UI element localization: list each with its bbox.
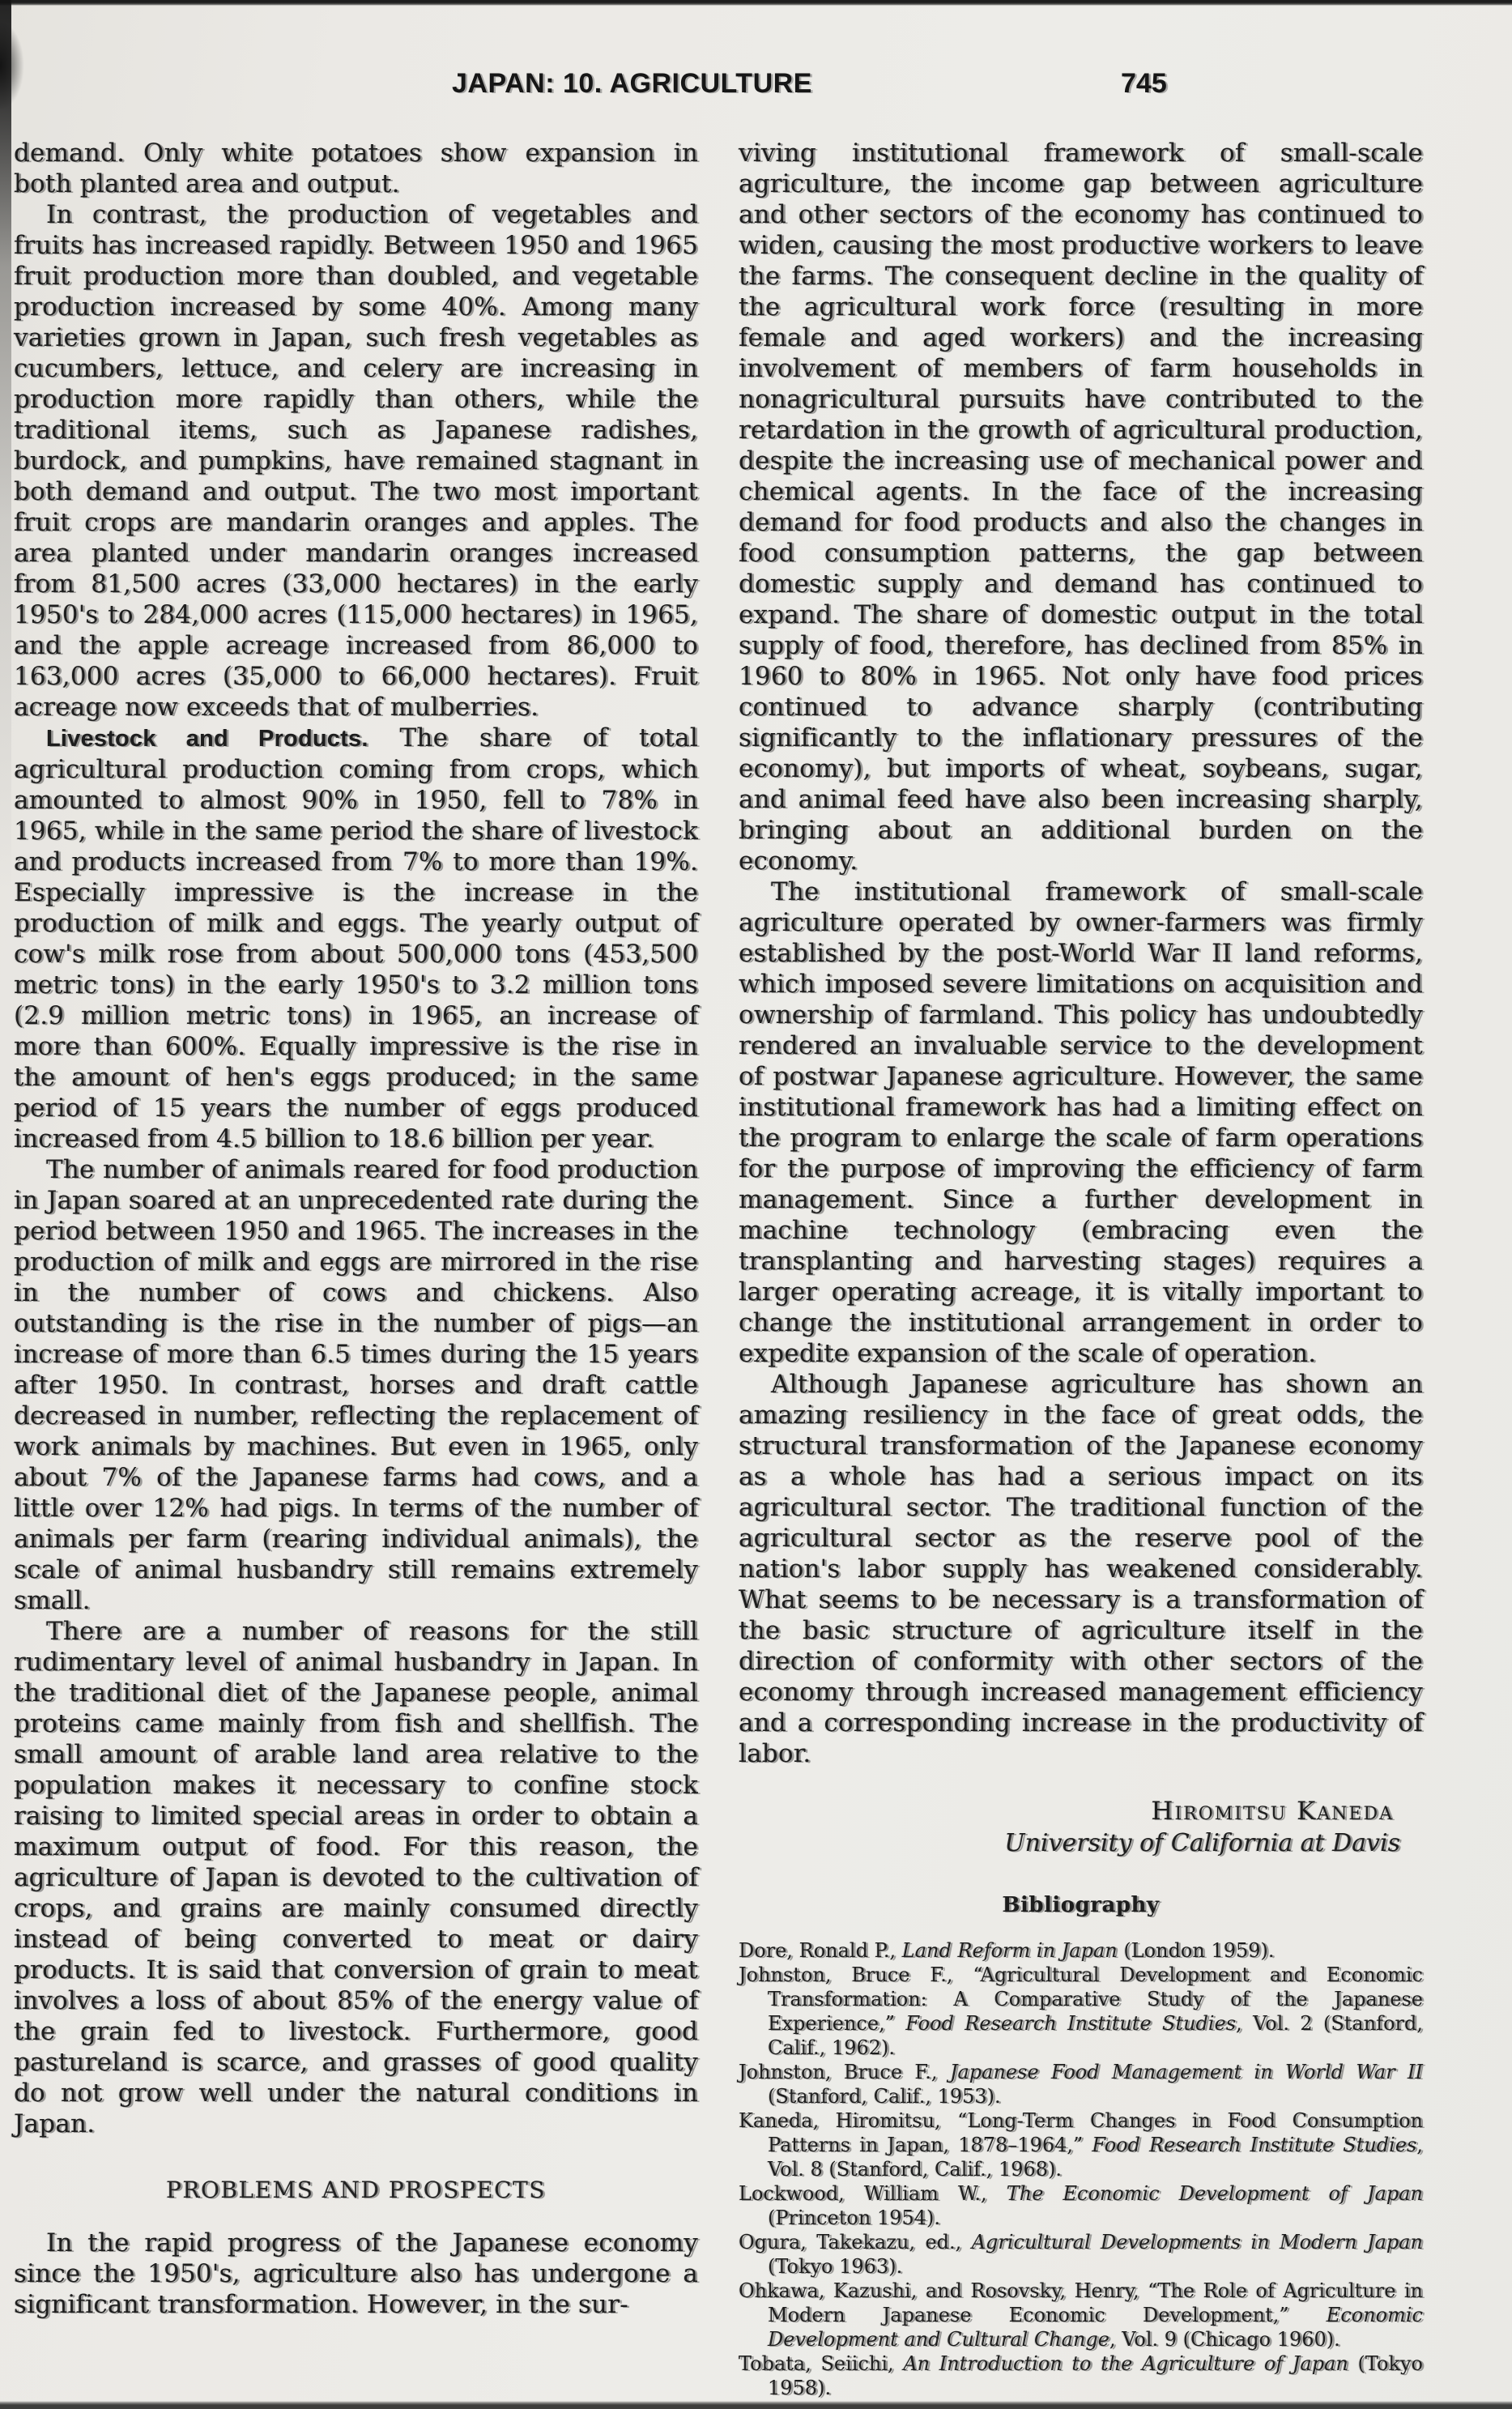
bibliography-entry xyxy=(739,2108,1423,2181)
bib-text-segment: , Vol. 8 (Stanford, Calif., 1968). xyxy=(768,2134,1423,2181)
bib-title-italic: The Economic Development of Japan xyxy=(1006,2182,1424,2205)
bib-text-segment: Johnston, Bruce F., “Agricultural Development and Economic Transformation: A Comparative Study of the Japanese Experience,” xyxy=(739,1963,1423,2035)
bib-text-segment: Dore, Ronald P., xyxy=(739,1939,902,1962)
paragraph: The number of animals reared for food production in Japan soared at an unprecedented rate during the period between 1950 and 1965. The increases in the production of milk and eggs are mirrored in the rise in the number of cows and chickens. Also outstanding is the rise in the number of pigs—an increase of more than 6.5 times during the 15 years after 1950. In contrast, horses and draft cattle decreased in number, reflecting the replacement of work animals by machines. But even in 1965, only about 7% of the Japanese farms had cows, and a little over 12% had pigs. In terms of the number of animals per farm (rearing individual animals), the scale of animal husbandry still remains extremely small. xyxy=(14,1155,698,1615)
bibliography-heading: Bibliography xyxy=(1002,1893,1160,1917)
bib-text-segment: , Vol. 9 (Chicago 1960). xyxy=(1109,2328,1340,2351)
author-affiliation: University of California at Davis xyxy=(1004,1829,1400,1857)
running-header xyxy=(0,68,1512,105)
scan-edge-top xyxy=(0,0,1512,6)
scan-edge-left xyxy=(0,0,11,1053)
section-heading: PROBLEMS AND PROSPECTS xyxy=(166,2177,546,2203)
scan-smudge xyxy=(0,21,24,110)
bib-title-italic: Agricultural Developments in Modern Japan xyxy=(971,2231,1424,2253)
bib-title-italic: Food Research Institute Studies xyxy=(905,2012,1237,2035)
bib-title-italic: Food Research Institute Studies xyxy=(1092,2134,1417,2156)
bib-text-segment: (Tokyo 1958). xyxy=(768,2352,1423,2399)
bibliography-entry xyxy=(739,2279,1423,2351)
bib-title-italic: An Introduction to the Agriculture of Japan xyxy=(903,2352,1348,2375)
paragraph: The institutional framework of small-scale agriculture operated by owner-farmers was firmly established by the post-World War II land reforms, which imposed severe limitations on acquisition and ownership of farmland. This policy has undoubtedly rendered an invaluable service to the development of postwar Japanese agriculture. However, the same institutional framework has had a limiting effect on the program to enlarge the scale of farm operations for the purpose of improving the efficiency of farm management. Since a further development in machine technology (embracing even the transplanting and harvesting stages) requires a larger operating acreage, it is vitally important to change the institutional arrangement in order to expedite expansion of the scale of operation. xyxy=(739,877,1423,1368)
bib-text-segment: (London 1959). xyxy=(1117,1939,1275,1962)
bibliography-entry xyxy=(739,2230,1423,2279)
bib-title-italic: Economic Development and Cultural Change xyxy=(768,2304,1423,2351)
left-column xyxy=(14,138,698,2400)
bib-text-segment: Kaneda, Hiromitsu, “Long-Term Changes in Food Consumption Patterns in Japan, 1878–1964,” xyxy=(739,2109,1423,2156)
paragraph-livestock xyxy=(14,723,698,1154)
paragraph: Although Japanese agriculture has shown an amazing resiliency in the face of great odds, the structural transformation of the Japanese economy as a whole has had a serious impact on its agricultural sector. The traditional function of the agricultural sector as the reserve pool of the nation's labor supply has weakened considerably. What seems to be necessary is a transformation of the basic structure of agriculture itself in the direction of conformity with other sectors of the economy through increased management efficiency and a corresponding increase in the productivity of labor. xyxy=(739,1370,1423,1768)
bib-text-segment: Tobata, Seiichi, xyxy=(739,2352,904,2375)
run-in-heading: Livestock and Products. xyxy=(46,726,368,752)
bib-text-segment: Lockwood, William W., xyxy=(739,2182,1007,2205)
author-name: Hiromitsu Kaneda xyxy=(1151,1797,1394,1826)
bibliography-entry xyxy=(739,2181,1423,2230)
two-column-body xyxy=(0,138,1512,2400)
page-title: JAPAN: 10. AGRICULTURE xyxy=(452,68,812,99)
bib-text-segment: (Stanford, Calif., 1953). xyxy=(768,2085,1001,2108)
paragraph: demand. Only white potatoes show expansion in both planted area and output. xyxy=(14,139,698,198)
paragraph: In the rapid progress of the Japanese economy since the 1950's, agriculture also has undergone a significant transformation. However, in the sur- xyxy=(14,2228,698,2319)
paragraph: viving institutional framework of small-scale agriculture, the income gap between agriculture and other sectors of the economy has continued to widen, causing the most productive workers to leave the farms. The consequent decline in the quality of the agricultural work force (resulting in more female and aged workers) and the increasing involvement of members of farm households in nonagricultural pursuits have contributed to the retardation in the growth of agricultural production, despite the increasing use of mechanical power and chemical agents. In the face of the increasing demand for food products and also the changes in food consumption patterns, the gap between domestic supply and demand has continued to expand. The share of domestic output in the total supply of food, therefore, has declined from 85% in 1960 to 80% in 1965. Not only have food prices continued to advance sharply (contributing significantly to the inflationary pressures of the economy), but imports of wheat, soybeans, sugar, and animal feed have also been increasing sharply, bringing about an additional burden on the economy. xyxy=(739,139,1423,876)
paragraph: In contrast, the production of vegetables and fruits has increased rapidly. Between 1950 and 1965 fruit production more than doubled, and vegetable production increased by some 40%. Among many varieties grown in Japan, such fresh vegetables as cucumbers, lettuce, and celery are increasing in production more rapidly than others, while the traditional items, such as Japanese radishes, burdock, and pumpkins, have remained stagnant in both demand and output. The two most important fruit crops are mandarin oranges and apples. The area planted under mandarin oranges increased from 81,500 acres (33,000 hectares) in the early 1950's to 284,000 acres (115,000 hectares) in 1965, and the apple acreage increased from 86,000 to 163,000 acres (35,000 to 66,000 hectares). Fruit acreage now exceeds that of mulberries. xyxy=(14,200,698,722)
bib-text-segment: (Tokyo 1963). xyxy=(768,2255,903,2278)
bibliography-entry xyxy=(739,1963,1423,2060)
bibliography-entry xyxy=(739,2351,1423,2400)
bib-text-segment: (Princeton 1954). xyxy=(768,2206,941,2229)
bib-text-segment: Ohkawa, Kazushi, and Rosovsky, Henry, “The Role of Agriculture in Modern Japanese Economic Development,” xyxy=(739,2279,1423,2326)
bib-title-italic: Japanese Food Management in World War II xyxy=(949,2061,1424,2083)
bibliography-entry xyxy=(739,1938,1423,1963)
paragraph-text: The share of total agricultural production coming from crops, which amounted to almost 90% in 1950, fell to 78% in 1965, while in the same period the share of livestock and products increased from 7% to more than 19%. Especially impressive is the increase in the production of milk and eggs. The yearly output of cow's milk rose from about 500,000 tons (453,500 metric tons) in the early 1950's to 3.2 million tons (2.9 million metric tons) in 1965, an increase of more than 600%. Equally impressive is the rise in the amount of hen's eggs produced; in the same period of 15 years the number of eggs produced increased from 4.5 billion to 18.6 billion per year. xyxy=(14,723,698,1153)
page-number: 745 xyxy=(1121,68,1167,99)
bibliography-list xyxy=(739,1938,1423,2400)
right-column xyxy=(739,138,1423,2400)
bib-title-italic: Land Reform in Japan xyxy=(901,1939,1118,1962)
bib-text-segment: Ogura, Takekazu, ed., xyxy=(739,2231,972,2253)
bib-text-segment: , Vol. 2 (Stanford, Calif., 1962). xyxy=(768,2012,1423,2059)
paragraph: There are a number of reasons for the still rudimentary level of animal husbandry in Japan. In the traditional diet of the Japanese people, animal proteins came mainly from fish and shellfish. The small amount of arable land area relative to the population makes it necessary to confine stock raising to limited special areas in order to obtain a maximum output of food. For this reason, the agriculture of Japan is devoted to the cultivation of crops, and grains are mainly consumed directly instead of being converted to meat or dairy products. It is said that conversion of grain to meat involves a loss of about 85% of the energy value of the grain fed to livestock. Furthermore, good pastureland is scarce, and grasses of good quality do not grow well under the natural conditions in Japan. xyxy=(14,1617,698,2138)
bib-text-segment: Johnston, Bruce F., xyxy=(739,2061,950,2083)
bibliography-entry xyxy=(739,2060,1423,2108)
scan-edge-bottom xyxy=(0,2401,1512,2409)
